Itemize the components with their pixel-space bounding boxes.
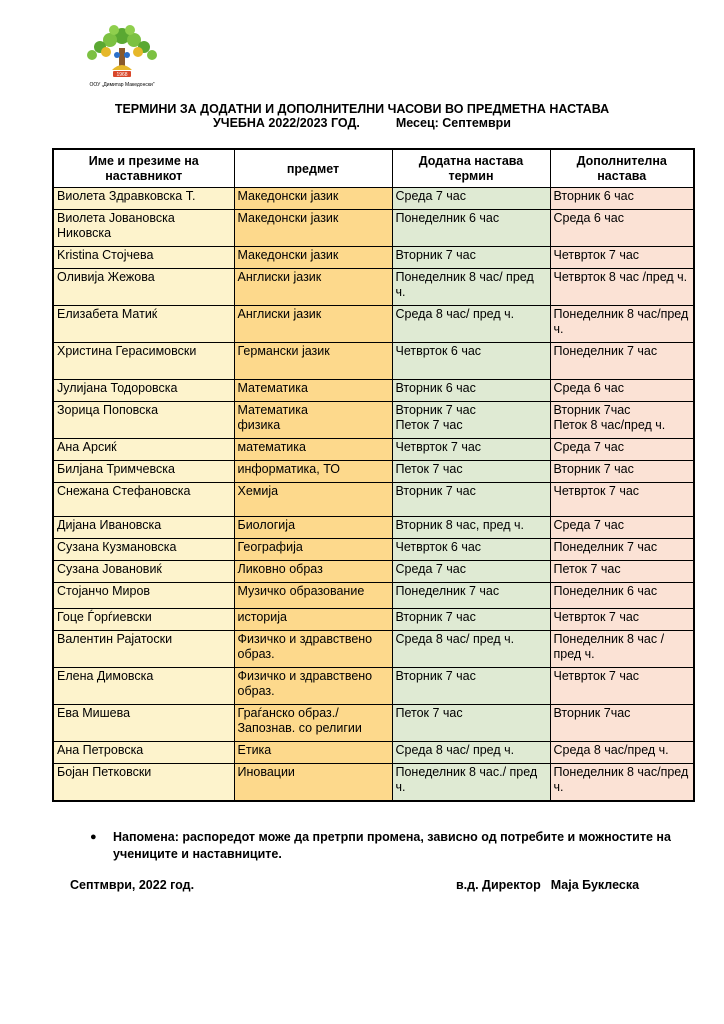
supplementary-class-cell: Четврток 7 час bbox=[550, 483, 694, 517]
table-row bbox=[53, 210, 694, 247]
subject-cell: историја bbox=[234, 609, 392, 631]
supplementary-class-cell: Петок 7 час bbox=[550, 561, 694, 583]
svg-text:1968: 1968 bbox=[116, 72, 128, 78]
table-row bbox=[53, 561, 694, 583]
school-year: УЧЕБНА 2022/2023 ГОД. bbox=[213, 116, 360, 130]
teacher-name-cell: Елена Димовска bbox=[53, 668, 234, 705]
table-row bbox=[53, 402, 694, 439]
footer-director bbox=[456, 878, 639, 892]
subject-cell: Физичко и здравствено образ. bbox=[234, 631, 392, 668]
supplementary-class-cell: Вторник 7час Петок 8 час/пред ч. bbox=[550, 402, 694, 439]
teacher-name-cell: Виолета Јовановска Никовска bbox=[53, 210, 234, 247]
subject-cell: математика bbox=[234, 439, 392, 461]
table-row bbox=[53, 380, 694, 402]
title-line-1: ТЕРМИНИ ЗА ДОДАТНИ И ДОПОЛНИТЕЛНИ ЧАСОВИ ВО ПРЕДМЕТНА НАСТАВА bbox=[114, 102, 610, 116]
additional-class-cell: Четврток 7 час bbox=[392, 439, 550, 461]
logo-caption: ООУ „Димитар Македонски“ bbox=[89, 82, 155, 88]
subject-cell: Музичко образование bbox=[234, 583, 392, 609]
subject-cell: Македонски јазик bbox=[234, 247, 392, 269]
teacher-name-cell: Ева Мишева bbox=[53, 705, 234, 742]
subject-cell: Англиски јазик bbox=[234, 269, 392, 306]
footer-date: Септмври, 2022 год. bbox=[70, 878, 195, 892]
supplementary-class-cell: Среда 8 час/пред ч. bbox=[550, 742, 694, 764]
director-title: в.д. Директор bbox=[456, 878, 541, 892]
subject-cell: Хемија bbox=[234, 483, 392, 517]
teacher-name-cell: Ана Арсиќ bbox=[53, 439, 234, 461]
supplementary-class-cell: Вторник 7час bbox=[550, 705, 694, 742]
additional-class-cell: Среда 7 час bbox=[392, 561, 550, 583]
subject-cell: информатика, ТО bbox=[234, 461, 392, 483]
supplementary-class-cell: Четврток 7 час bbox=[550, 668, 694, 705]
subject-cell: Физичко и здравствено образ. bbox=[234, 668, 392, 705]
document-title bbox=[0, 102, 724, 130]
table-row bbox=[53, 343, 694, 380]
supplementary-class-cell: Понеделник 6 час bbox=[550, 583, 694, 609]
teacher-name-cell: Снежана Стефановска bbox=[53, 483, 234, 517]
additional-class-cell: Четврток 6 час bbox=[392, 343, 550, 380]
supplementary-class-cell: Среда 7 час bbox=[550, 517, 694, 539]
month-label: Месец: Септември bbox=[395, 116, 511, 130]
subject-cell: Германски јазик bbox=[234, 343, 392, 380]
subject-cell: Ликовно образ bbox=[234, 561, 392, 583]
table-row bbox=[53, 609, 694, 631]
table-row bbox=[53, 483, 694, 517]
subject-cell: Етика bbox=[234, 742, 392, 764]
additional-class-cell: Вторник 6 час bbox=[392, 380, 550, 402]
table-row bbox=[53, 631, 694, 668]
subject-cell: Иновации bbox=[234, 764, 392, 801]
table-row bbox=[53, 742, 694, 764]
header-subject: предмет bbox=[234, 149, 392, 188]
teacher-name-cell: Сузана Јовановиќ bbox=[53, 561, 234, 583]
teacher-name-cell: Дијана Ивановска bbox=[53, 517, 234, 539]
additional-class-cell: Среда 8 час/ пред ч. bbox=[392, 742, 550, 764]
header-teacher: Име и презиме на наставникот bbox=[53, 149, 234, 188]
additional-class-cell: Вторник 7 час bbox=[392, 668, 550, 705]
note bbox=[90, 829, 690, 863]
supplementary-class-cell: Среда 7 час bbox=[550, 439, 694, 461]
supplementary-class-cell: Четврток 7 час bbox=[550, 247, 694, 269]
additional-class-cell: Четврток 6 час bbox=[392, 539, 550, 561]
teacher-name-cell: Виолета Здравковска Т. bbox=[53, 188, 234, 210]
table-row bbox=[53, 439, 694, 461]
additional-class-cell: Понеделник 8 час/ пред ч. bbox=[392, 269, 550, 306]
additional-class-cell: Среда 8 час/ пред ч. bbox=[392, 631, 550, 668]
additional-class-cell: Понеделник 6 час bbox=[392, 210, 550, 247]
supplementary-class-cell: Понеделник 8 час/пред ч. bbox=[550, 764, 694, 801]
additional-class-cell: Понеделник 8 час./ пред ч. bbox=[392, 764, 550, 801]
additional-class-cell: Вторник 7 час bbox=[392, 247, 550, 269]
supplementary-class-cell: Четврток 8 час /пред ч. bbox=[550, 269, 694, 306]
supplementary-class-cell: Среда 6 час bbox=[550, 380, 694, 402]
schedule-table bbox=[52, 148, 695, 802]
teacher-name-cell: Ана Петровска bbox=[53, 742, 234, 764]
bullet-icon: ● bbox=[90, 831, 97, 843]
teacher-name-cell: Стојанчо Миров bbox=[53, 583, 234, 609]
supplementary-class-cell: Понеделник 8 час /пред ч. bbox=[550, 631, 694, 668]
additional-class-cell: Вторник 7 час Петок 7 час bbox=[392, 402, 550, 439]
subject-cell: Македонски јазик bbox=[234, 210, 392, 247]
subject-cell: Македонски јазик bbox=[234, 188, 392, 210]
table-row bbox=[53, 269, 694, 306]
subject-cell: Математика bbox=[234, 380, 392, 402]
table-row bbox=[53, 583, 694, 609]
book-shape bbox=[112, 65, 132, 70]
subject-cell: Англиски јазик bbox=[234, 306, 392, 343]
additional-class-cell: Петок 7 час bbox=[392, 461, 550, 483]
teacher-name-cell: Билјана Тримчевска bbox=[53, 461, 234, 483]
teacher-name-cell: Оливија Жежова bbox=[53, 269, 234, 306]
additional-class-cell: Понеделник 7 час bbox=[392, 583, 550, 609]
additional-class-cell: Среда 8 час/ пред ч. bbox=[392, 306, 550, 343]
table-row bbox=[53, 517, 694, 539]
subject-cell: Географија bbox=[234, 539, 392, 561]
teacher-name-cell: Зорица Поповска bbox=[53, 402, 234, 439]
supplementary-class-cell: Вторник 7 час bbox=[550, 461, 694, 483]
table-row bbox=[53, 705, 694, 742]
header-supplementary: Дополнителна настава bbox=[550, 149, 694, 188]
teacher-name-cell: Елизабета Матиќ bbox=[53, 306, 234, 343]
director-name: Маја Буклеска bbox=[550, 878, 640, 892]
additional-class-cell: Вторник 7 час bbox=[392, 609, 550, 631]
supplementary-class-cell: Четврток 7 час bbox=[550, 609, 694, 631]
supplementary-class-cell: Среда 6 час bbox=[550, 210, 694, 247]
table-row bbox=[53, 764, 694, 801]
teacher-name-cell: Христина Герасимовски bbox=[53, 343, 234, 380]
header-additional: Додатна настава термин bbox=[392, 149, 550, 188]
supplementary-class-cell: Понеделник 7 час bbox=[550, 539, 694, 561]
teacher-name-cell: Валентин Рајатоски bbox=[53, 631, 234, 668]
additional-class-cell: Вторник 8 час, пред ч. bbox=[392, 517, 550, 539]
table-row bbox=[53, 306, 694, 343]
note-text: Напомена: распоредот може да претрпи промена, зависно од потребите и можностите на учениците и наставниците. bbox=[113, 830, 671, 861]
subject-cell: Граѓанско образ./ Запознав. со религии bbox=[234, 705, 392, 742]
teacher-name-cell: Kristina Стојчева bbox=[53, 247, 234, 269]
subject-cell: Биологија bbox=[234, 517, 392, 539]
supplementary-class-cell: Понеделник 7 час bbox=[550, 343, 694, 380]
additional-class-cell: Петок 7 час bbox=[392, 705, 550, 742]
table-row bbox=[53, 539, 694, 561]
table-row bbox=[53, 188, 694, 210]
teacher-name-cell: Сузана Кузмановска bbox=[53, 539, 234, 561]
title-line-2 bbox=[0, 116, 724, 130]
supplementary-class-cell: Вторник 6 час bbox=[550, 188, 694, 210]
supplementary-class-cell: Понеделник 8 час/пред ч. bbox=[550, 306, 694, 343]
teacher-name-cell: Јулијана Тодоровска bbox=[53, 380, 234, 402]
teacher-name-cell: Бојан Петковски bbox=[53, 764, 234, 801]
table-row bbox=[53, 668, 694, 705]
table-row bbox=[53, 247, 694, 269]
table-header-row bbox=[53, 149, 694, 188]
additional-class-cell: Вторник 7 час bbox=[392, 483, 550, 517]
teacher-name-cell: Гоце Ѓорѓиевски bbox=[53, 609, 234, 631]
table-row bbox=[53, 461, 694, 483]
additional-class-cell: Среда 7 час bbox=[392, 188, 550, 210]
subject-cell: Математика физика bbox=[234, 402, 392, 439]
